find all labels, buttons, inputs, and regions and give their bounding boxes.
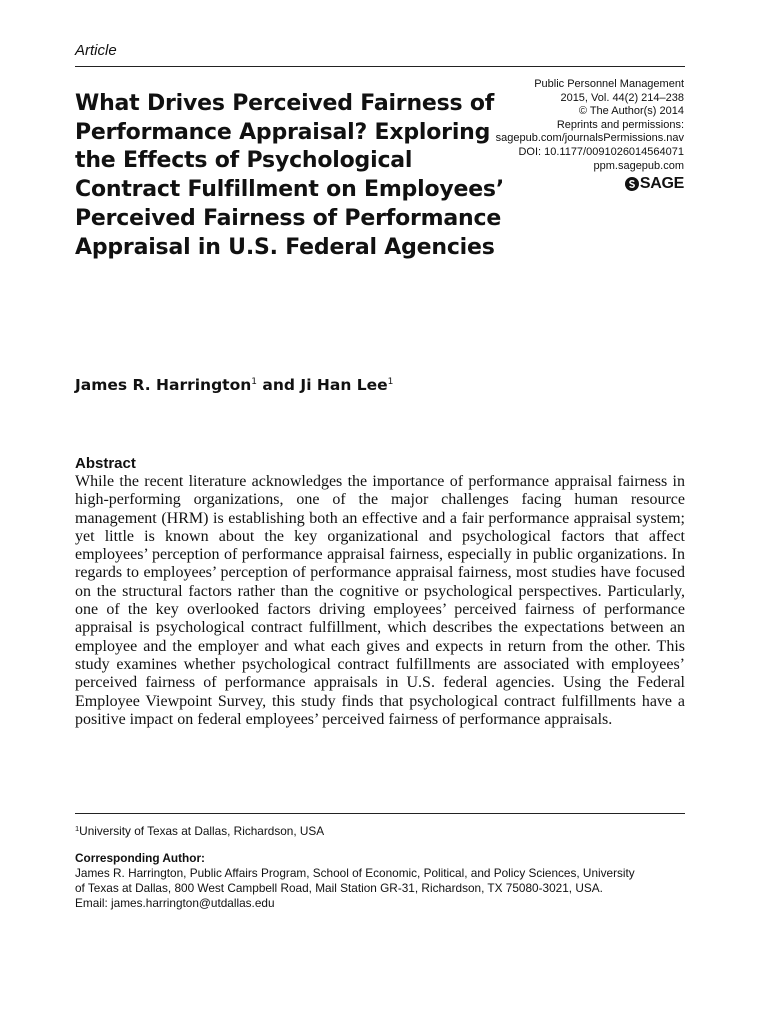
sage-s-circle-icon [625, 177, 639, 191]
corresponding-author-heading: Corresponding Author: [75, 851, 205, 865]
affiliation-text: University of Texas at Dallas, Richardson, USA [79, 824, 325, 838]
affiliation-marker: 1 [75, 824, 80, 833]
corresponding-author-line: James R. Harrington, Public Affairs Program, School of Economic, Political, and Policy Sciences, University [75, 866, 635, 880]
reprints-label: Reprints and permissions: [556, 118, 684, 131]
affiliation-marker: 1 [251, 377, 258, 387]
sage-wordmark: SAGE [639, 175, 684, 192]
journal-website-link[interactable]: ppm.sagepub.com [593, 159, 684, 172]
volume-info: 2015, Vol. 44(2) 214–238 [560, 91, 684, 104]
author-name: Ji Han Lee [300, 376, 388, 394]
journal-name: Public Personnel Management [534, 78, 684, 90]
affiliation-marker: 1 [387, 377, 394, 387]
permissions-link[interactable]: sagepub.com/journalsPermissions.nav [495, 132, 684, 145]
corresponding-author-details [75, 866, 687, 911]
abstract-body: While the recent literature acknowledges the importance of performance appraisal fairness in high-performing organizations, one of the major challenges facing human resource management (HRM) is establishing both an effective and a fair performance appraisal system; yet little is known about the key organizational and psychological factors that affect employees’ perception of performance appraisal fairness, especially in public organizations. In regards to employees’ perception of performance appraisal fairness, most studies have focused on the structural factors rather than the cognitive or psychological perspectives. Particularly, one of the key overlooked factors driving employees’ perceived fairness of performance appraisal is psychological contract fulfillment, which describes the expectations between an employee and the employer and what each gives and expects in return from the other. This study examines whether psychological contract fulfillments are associated with employees’ perceived fairness of performance appraisals in U.S. federal agencies. Using the Federal Employee Viewpoint Survey, this study finds that psychological contract fulfillments have a positive impact on federal employees’ perceived fairness of performance appraisals. [75, 473, 685, 728]
doi-link[interactable]: DOI: 10.1177/0091026014564071 [518, 145, 684, 158]
author-list [75, 376, 393, 394]
abstract-heading: Abstract [75, 455, 136, 472]
author-separator: and [262, 376, 296, 394]
affiliation-footnote [75, 824, 324, 838]
article-title: What Drives Perceived Fairness of Performance Appraisal? Exploring the Effects of Psychological Contract Fulfillment on Employees’ Perceived Fairness of Performance Appraisal in U.S. Federal Agencies [75, 91, 504, 260]
section-label: Article [75, 42, 117, 59]
header-divider [75, 66, 685, 67]
sage-logo [625, 175, 684, 193]
corresponding-author-line: of Texas at Dallas, 800 West Campbell Road, Mail Station GR-31, Richardson, TX 75080-3021, USA. [75, 881, 603, 895]
author-name: James R. Harrington [75, 376, 252, 394]
corresponding-author-email[interactable]: Email: james.harrington@utdallas.edu [75, 896, 275, 910]
footnote-divider [75, 813, 685, 814]
copyright-notice: © The Author(s) 2014 [578, 105, 684, 118]
